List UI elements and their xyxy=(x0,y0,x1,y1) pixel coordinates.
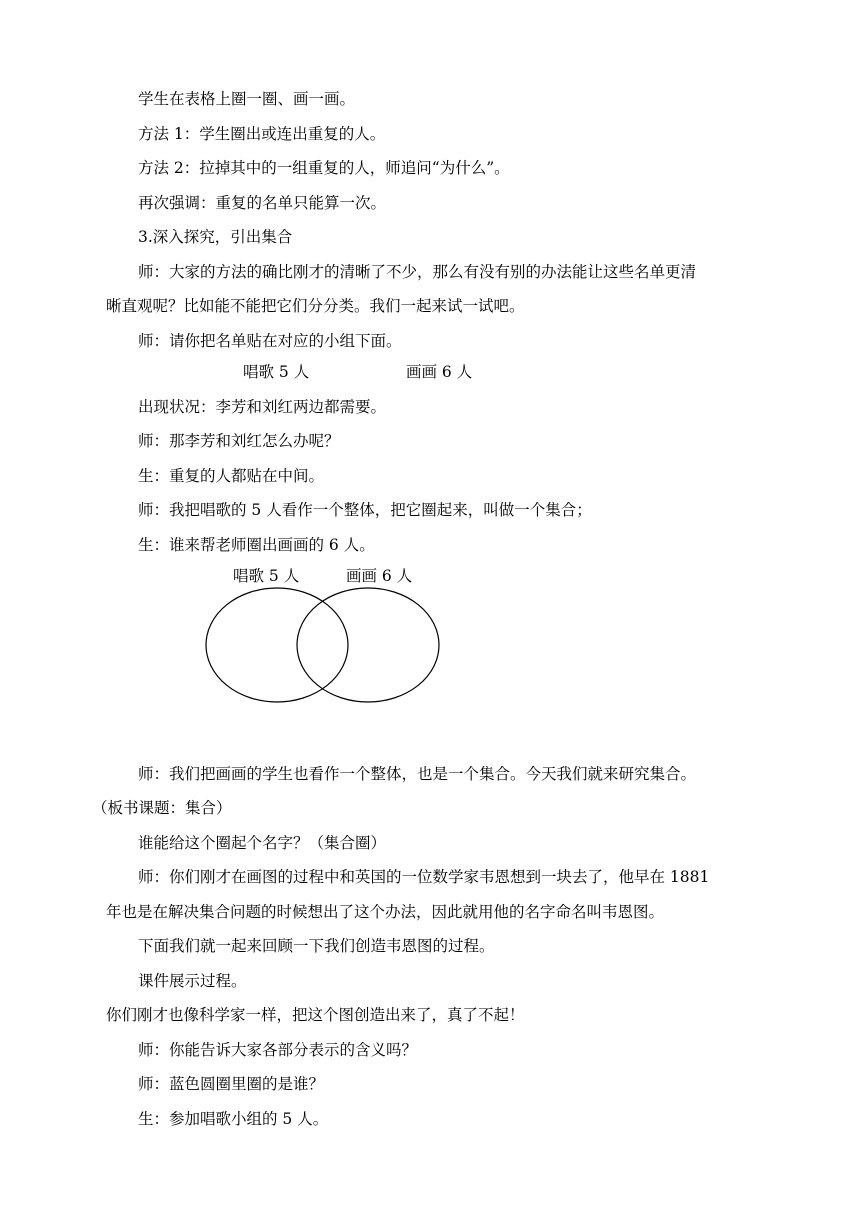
paragraph-line: 课件展示过程。 xyxy=(138,972,247,990)
venn-circle-drawing xyxy=(297,588,439,702)
paragraph-line: 再次强调：重复的名单只能算一次。 xyxy=(138,194,387,212)
paragraph-line: 你们刚才也像科学家一样，把这个图创造出来了，真了不起！ xyxy=(106,1006,525,1024)
group-label-drawing: 画画 6 人 xyxy=(406,363,473,381)
paragraph-line: （板书课题：集合） xyxy=(92,799,232,817)
section-heading: 3.深入探究，引出集合 xyxy=(138,228,293,246)
paragraph-line: 谁能给这个圈起个名字？（集合圈） xyxy=(138,834,387,852)
paragraph-line: 师：请你把名单贴在对应的小组下面。 xyxy=(138,332,402,350)
paragraph-line: 师：那李芳和刘红怎么办呢？ xyxy=(138,432,340,450)
venn-label-drawing: 画画 6 人 xyxy=(346,567,413,585)
paragraph-line: 生：参加唱歌小组的 5 人。 xyxy=(138,1110,329,1128)
group-label-singing: 唱歌 5 人 xyxy=(243,363,310,381)
paragraph-line: 方法 2：拉掉其中的一组重复的人，师追问“为什么”。 xyxy=(138,159,510,177)
paragraph-line: 师：我把唱歌的 5 人看作一个整体，把它圈起来，叫做一个集合； xyxy=(138,501,592,519)
paragraph-line: 生：重复的人都贴在中间。 xyxy=(138,467,325,485)
paragraph-line: 方法 1：学生圈出或连出重复的人。 xyxy=(138,125,386,143)
paragraph-line: 师：你们刚才在画图的过程中和英国的一位数学家韦恩想到一块去了，他早在 1881 xyxy=(138,868,710,886)
paragraph-line: 学生在表格上圈一圈、画一画。 xyxy=(138,90,356,108)
paragraph-line: 出现状况：李芳和刘红两边都需要。 xyxy=(138,398,387,416)
paragraph-line: 下面我们就一起来回顾一下我们创造韦恩图的过程。 xyxy=(138,937,495,955)
paragraph-line: 师：大家的方法的确比刚才的清晰了不少，那么有没有别的办法能让这些名单更清 xyxy=(138,263,697,281)
paragraph-line: 年也是在解决集合问题的时候想出了这个办法，因此就用他的名字命名叫韦恩图。 xyxy=(106,903,665,921)
paragraph-line: 生：谁来帮老师圈出画画的 6 人。 xyxy=(138,536,375,554)
paragraph-line: 晰直观呢？比如能不能把它们分分类。我们一起来试一试吧。 xyxy=(106,297,525,315)
venn-label-singing: 唱歌 5 人 xyxy=(233,567,300,585)
venn-circle-singing xyxy=(206,588,348,702)
paragraph-line: 师：蓝色圆圈里圈的是谁？ xyxy=(138,1075,325,1093)
paragraph-line: 师：你能告诉大家各部分表示的含义吗？ xyxy=(138,1041,418,1059)
paragraph-line: 师：我们把画画的学生也看作一个整体，也是一个集合。今天我们就来研究集合。 xyxy=(138,765,697,783)
